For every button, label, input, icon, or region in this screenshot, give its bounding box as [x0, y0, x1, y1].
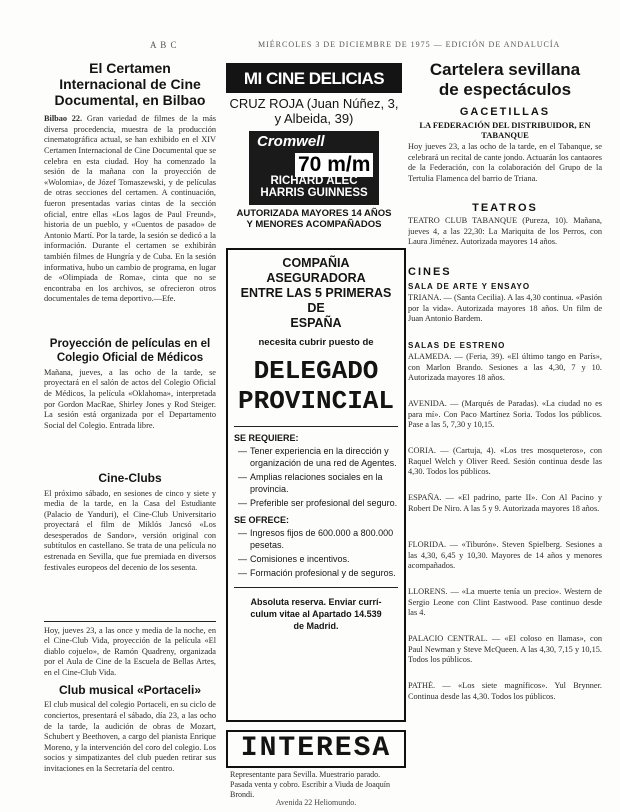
company-line-3: ESPAÑA — [290, 316, 342, 330]
ad-cine-delicias — [226, 63, 402, 243]
dateline: Bilbao 22. — [44, 114, 83, 124]
company-line-2: ENTRE LAS 5 PRIMERAS DE — [240, 286, 392, 315]
ad-interesa-text: Representante para Sevilla. Muestrario parado. Pasada venta y cobro. Escribir a Viuda de Joaquín Brondi. — [230, 770, 390, 799]
requirements-heading: SE REQUIERE: — [234, 433, 299, 443]
header-left: A B C — [150, 40, 178, 50]
article-body-colegio-medicos: Mañana, jueves, a las ocho de la tarde, se proyectará en el salón de actos del Colegio Oficial de Médicos, la película «Oklahoma», interpretada por Gordon MacRae, Shirley Jones y Rod Steiger. La sesión está organizada por el Departamento Social del Colegio. Entrada libre. — [44, 367, 216, 430]
paragraph: A continuación, fueron presentadas varias cintas de la sección oficial, entre ellas «Los lagos de Paul Freund», historia de un pueblo, y «Cuentos de pasado» de Antonio Martí. Por la tarde, la sesión se dedicó a la información. Durante el certamen se exhibirán también filmes de Hungría y de Cuba. — [44, 188, 216, 261]
divider — [44, 621, 216, 622]
cine-listing: PATHÉ. — «Los siete magníficos». Yul Brynner. Continua desde las 4,30. Todos los públicos. — [408, 681, 602, 701]
offer-item: — Ingresos fijos de 600.000 a 800.000 pesetas. — [234, 527, 398, 551]
section-cines: CINES — [408, 266, 452, 278]
contact-footer — [234, 596, 398, 632]
ad-interesa-footer: Avenida 22 Heliomundo. — [275, 798, 357, 807]
ad-address-line-2: y Albeida, 39) — [274, 111, 354, 126]
article-title-cine-documental: El Certamen Internacional de Cine Documental, en Bilbao — [54, 60, 206, 109]
cast-first-names: RICHARD ALEC — [270, 175, 358, 187]
offer-heading: SE OFRECE: — [234, 515, 290, 525]
cine-listing: TRIANA. — (Santa Cecilia). A las 4,30 continua. «Pasión por la vida». Autorizada mayores 18 años. Un film de Juan Antonio Bardem. — [408, 293, 602, 324]
cartelera-title: Cartelera sevillana — [429, 60, 581, 79]
cine-listing: CORIA. — (Cartuja, 4). «Los tres mosqueteros», con Raquel Welch y Oliver Reed. Sesión continua desde las 4,30. Todos los públicos. — [408, 446, 602, 477]
requirement-item: — Preferible ser profesional del seguro. — [234, 497, 398, 509]
cine-listing: AVENIDA. — (Marqués de Paradas). «La ciudad no es para mí». Con Paco Martínez Soria. Todos los públicos. Pase a las 5, 7,30 y 10,15. — [408, 399, 602, 430]
cine-listing: ALAMEDA. — (Feria, 39). «El último tango en París», con Marlon Brando. Sesiones a las 4,30, 7 y 10. Autorizada mayores 18 años. — [408, 352, 602, 383]
subsection-estreno: SALAS DE ESTRENO — [408, 341, 506, 350]
subsection-arte-ensayo: SALA DE ARTE Y ENSAYO — [408, 282, 531, 291]
article-title-cine-clubs: Cine-Clubs — [98, 470, 162, 485]
needs-line: necesita cubrir puesto de — [258, 337, 374, 348]
article-body-cine-club-vida: Hoy, jueves 23, a las once y media de la noche, en el Cine-Club Vida, proyección de la película «El diablo cojuelo», de Ramón Quadreny, organizada por el Aula de Cine de la Escuela de Bellas Artes, en el Cine-Club Vida. — [44, 625, 216, 677]
format-badge: 70 m/m — [295, 153, 373, 177]
gacetilla-title: LA FEDERACIÓN DEL DISTRIBUIDOR, EN TABANQUE — [419, 120, 591, 140]
header-center: MIÉRCOLES 3 DE DICIEMBRE DE 1975 — EDICIÓN DE ANDALUCÍA — [258, 40, 561, 49]
cine-listing: ESPAÑA. — «El padrino, parte II». Con Al Pacino y Robert De Niro. A las 5 y 9. Autorizada mayores 18 años. — [408, 493, 602, 513]
divider — [234, 587, 398, 588]
cine-listing: PALACIO CENTRAL. — «El coloso en llamas», con Paul Newman y Steve McQueen. A las 4,30, 7,15 y 10,15. Todos los públicos. — [408, 634, 602, 665]
paragraph: En la sesión informativa, hubo un cambio de programa, en lugar de «Olimpiada de Roma», cinta que no se encontraba en los archivos, se ofrecieron otros documentales de tema deportivo.—Efe. — [44, 252, 216, 304]
contact-line-2: culum vitae al Apartado 14.539 — [250, 609, 382, 619]
article-body-portaceli: El club musical del colegio Portaceli, en su ciclo de conciertos, presentará el sábado, día 23, a las ocho de la tarde, la audición de obras de Mozart, Schubert y Beethoven, a cargo del pianista Enrique Moreno, y la intervención del coro del colegio. Los socios y simpatizantes del club pueden retirar sus invitaciones en la Secretaría del centro. — [44, 700, 216, 773]
article-body-cine-documental — [44, 114, 216, 330]
role-title-line-2: PROVINCIAL — [237, 386, 395, 416]
film-title: Cromwell — [257, 133, 325, 150]
rating-line-2: Y MENORES ACOMPAÑADOS — [246, 219, 382, 230]
ad-interesa: INTERESA — [226, 730, 406, 768]
paragraph: Gran variedad de filmes de la más diversa procedencia, muestra de la producción cinematográfica actual, se han exhibido en el XIV Certamen Internacional de Cine Documental que se celebra en esta ciudad. Hoy ha comenzado la sesión de la mañana con la proyección de «Wolomia», de Józef Tomaszewski, y de películas de otras secciones del certamen. — [44, 114, 216, 198]
role-title-line-1: DELEGADO — [253, 356, 379, 386]
article-body-cine-clubs: El próximo sábado, en sesiones de cinco y siete y media de la tarde, en la Casa del Estudiante (Palacio de Yanduri), el Cine-Club Universitario proyectará el film de Miklós Jancsó «Los desesperados de Sandor», versión original con subtítulos en castellano. Se trata de una película no estrenada en Sevilla, que fue premiada en diversos festivales europeos del decenio de los sesenta. — [44, 488, 216, 572]
ad-cinema-name: MI CINE DELICIAS — [226, 63, 402, 93]
offer-item: — Comisiones e incentivos. — [234, 553, 398, 565]
cast-last-names: HARRIS GUINNESS — [260, 187, 368, 199]
offer-item: — Formación profesional y de seguros. — [234, 567, 398, 579]
contact-line-1: Absoluta reserva. Enviar currí- — [250, 597, 382, 607]
ad-address-line: CRUZ ROJA (Juan Núñez, 3, — [229, 96, 399, 111]
cast-names — [251, 175, 377, 199]
divider — [234, 426, 398, 427]
cine-listing: FLORIDA. — «Tiburón». Steven Spielberg. Sesiones a las 4,30, 6,45 y 10,30. Mayores de 14 años y menores acompañados. — [408, 540, 602, 571]
teatro-listing: TEATRO CLUB TABANQUE (Pureza, 10). Mañana, jueves 4, a las 22,30: La Mariquita de los Perros, con Laura Jiménez. Autorizada mayores 14 años. — [408, 216, 602, 247]
requirement-item: — Tener experiencia en la dirección y organización de una red de Agentes. — [234, 445, 398, 469]
rating-line-1: AUTORIZADA MAYORES 14 AÑOS — [236, 208, 392, 219]
article-title-colegio-medicos: Proyección de películas en el Colegio Oficial de Médicos — [49, 338, 211, 364]
cine-listing: LLORENS. — «La muerte tenía un precio». Western de Sergio Leone con Clint Eastwood. Pase continuo desde las 4. — [408, 587, 602, 618]
section-teatros: TEATROS — [472, 202, 538, 214]
page-header — [0, 0, 620, 50]
left-column — [44, 60, 216, 774]
right-column — [408, 60, 602, 715]
rating-notice — [226, 208, 402, 230]
film-poster-block — [249, 131, 379, 205]
cartelera-subtitle: de espectáculos — [438, 80, 572, 99]
requirement-item: — Amplias relaciones sociales en la provincia. — [234, 471, 398, 495]
section-gacetillas: GACETILLAS — [459, 106, 551, 118]
gacetilla-body: Hoy jueves 23, a las ocho de la tarde, en el Tabanque, se celebrará un recital de cante jondo. Actuarán los cantaores de la Federación, con la colaboración del Grupo de la Tertulia Flamenca del barrio de Triana. — [408, 142, 602, 183]
ad-delegado-provincial — [226, 248, 406, 722]
article-title-portaceli: Club musical «Portaceli» — [58, 682, 202, 697]
contact-line-3: de Madrid. — [293, 621, 339, 631]
company-line-1: COMPAÑIA ASEGURADORA — [266, 256, 366, 285]
